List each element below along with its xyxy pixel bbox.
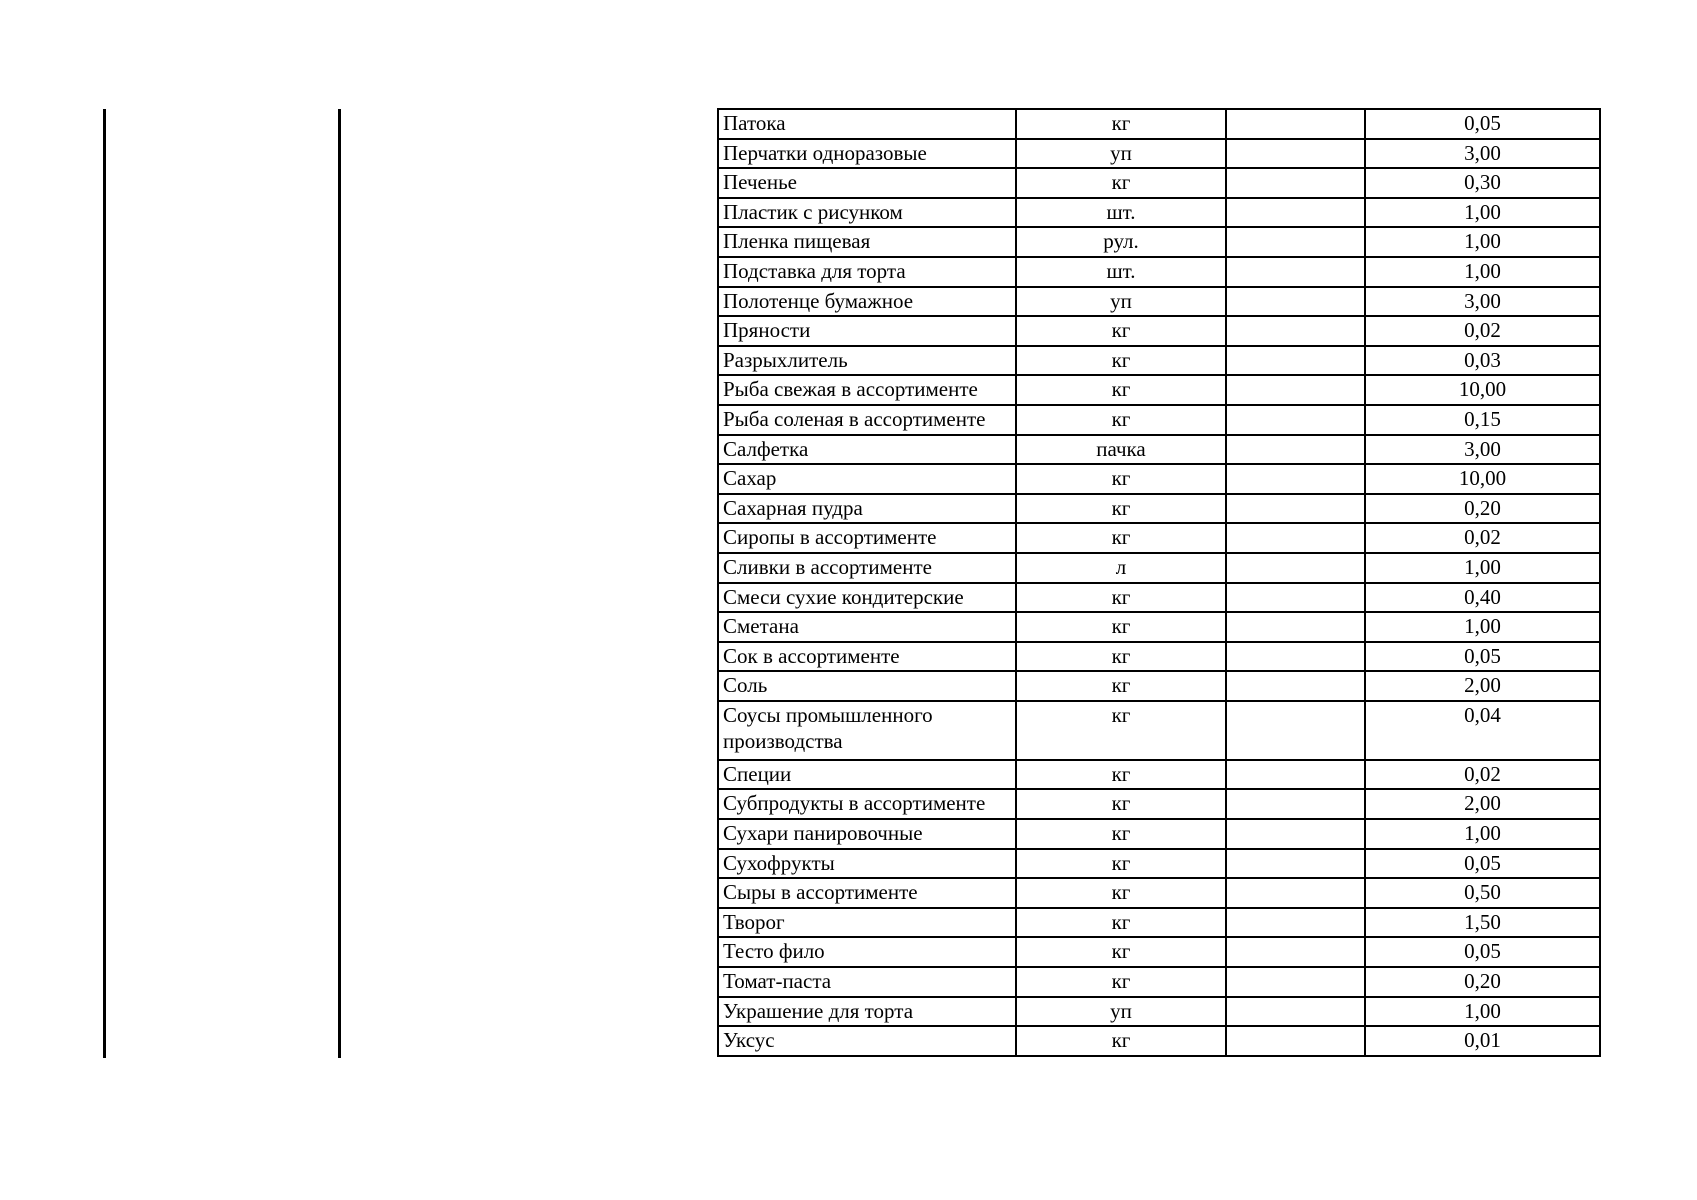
item-extra-cell <box>1226 789 1365 819</box>
item-unit-cell: кг <box>1016 878 1226 908</box>
table-row <box>718 997 1600 1027</box>
table-row <box>718 287 1600 317</box>
item-unit-cell: кг <box>1016 967 1226 997</box>
table-row <box>718 937 1600 967</box>
item-unit-cell: кг <box>1016 405 1226 435</box>
item-extra-cell <box>1226 464 1365 494</box>
item-extra-cell <box>1226 583 1365 613</box>
item-name-cell: Рыба соленая в ассортименте <box>718 405 1016 435</box>
item-name-cell: Субпродукты в ассортименте <box>718 789 1016 819</box>
item-quantity-cell: 1,50 <box>1365 908 1600 938</box>
item-name-cell: Сыры в ассортименте <box>718 878 1016 908</box>
item-quantity-cell: 10,00 <box>1365 375 1600 405</box>
item-quantity-cell: 0,02 <box>1365 316 1600 346</box>
table-row <box>718 346 1600 376</box>
item-unit-cell: кг <box>1016 642 1226 672</box>
item-extra-cell <box>1226 139 1365 169</box>
item-unit-cell: кг <box>1016 849 1226 879</box>
table-row <box>718 789 1600 819</box>
item-extra-cell <box>1226 878 1365 908</box>
item-extra-cell <box>1226 523 1365 553</box>
item-name-cell: Полотенце бумажное <box>718 287 1016 317</box>
table-row <box>718 583 1600 613</box>
item-name-cell: Перчатки одноразовые <box>718 139 1016 169</box>
item-extra-cell <box>1226 405 1365 435</box>
table-row <box>718 168 1600 198</box>
table-row <box>718 523 1600 553</box>
item-extra-cell <box>1226 967 1365 997</box>
item-unit-cell: кг <box>1016 819 1226 849</box>
item-extra-cell <box>1226 257 1365 287</box>
item-quantity-cell: 1,00 <box>1365 257 1600 287</box>
item-quantity-cell: 1,00 <box>1365 997 1600 1027</box>
item-extra-cell <box>1226 671 1365 701</box>
item-extra-cell <box>1226 168 1365 198</box>
table-row <box>718 878 1600 908</box>
item-name-cell: Подставка для торта <box>718 257 1016 287</box>
item-unit-cell: пачка <box>1016 435 1226 465</box>
table-row <box>718 405 1600 435</box>
item-extra-cell <box>1226 642 1365 672</box>
item-quantity-cell: 0,05 <box>1365 849 1600 879</box>
item-quantity-cell: 0,20 <box>1365 967 1600 997</box>
item-quantity-cell: 2,00 <box>1365 671 1600 701</box>
left-margin-line <box>103 109 106 1058</box>
table-row <box>718 760 1600 790</box>
item-unit-cell: кг <box>1016 760 1226 790</box>
item-quantity-cell: 0,05 <box>1365 937 1600 967</box>
item-quantity-cell: 0,20 <box>1365 494 1600 524</box>
item-name-cell: Сухари панировочные <box>718 819 1016 849</box>
item-extra-cell <box>1226 346 1365 376</box>
item-name-cell: Сок в ассортименте <box>718 642 1016 672</box>
item-quantity-cell: 2,00 <box>1365 789 1600 819</box>
item-extra-cell <box>1226 375 1365 405</box>
item-quantity-cell: 0,03 <box>1365 346 1600 376</box>
item-extra-cell <box>1226 227 1365 257</box>
table-row <box>718 198 1600 228</box>
item-quantity-cell: 1,00 <box>1365 819 1600 849</box>
item-unit-cell: кг <box>1016 789 1226 819</box>
item-name-cell: Уксус <box>718 1026 1016 1056</box>
item-name-cell: Томат-паста <box>718 967 1016 997</box>
item-quantity-cell: 1,00 <box>1365 227 1600 257</box>
item-unit-cell: кг <box>1016 523 1226 553</box>
table-row <box>718 612 1600 642</box>
item-name-cell: Украшение для торта <box>718 997 1016 1027</box>
item-name-cell: Сахар <box>718 464 1016 494</box>
table-row <box>718 494 1600 524</box>
item-extra-cell <box>1226 908 1365 938</box>
item-extra-cell <box>1226 494 1365 524</box>
item-quantity-cell: 0,05 <box>1365 109 1600 139</box>
item-name-cell: Пластик с рисунком <box>718 198 1016 228</box>
items-table-body <box>718 109 1600 1056</box>
table-row <box>718 1026 1600 1056</box>
item-extra-cell <box>1226 997 1365 1027</box>
item-extra-cell <box>1226 701 1365 760</box>
item-unit-cell: рул. <box>1016 227 1226 257</box>
item-quantity-cell: 0,05 <box>1365 642 1600 672</box>
table-row <box>718 375 1600 405</box>
item-quantity-cell: 0,02 <box>1365 760 1600 790</box>
item-unit-cell: уп <box>1016 287 1226 317</box>
table-row <box>718 908 1600 938</box>
item-extra-cell <box>1226 849 1365 879</box>
item-extra-cell <box>1226 198 1365 228</box>
item-unit-cell: кг <box>1016 671 1226 701</box>
item-unit-cell: кг <box>1016 316 1226 346</box>
item-quantity-cell: 0,40 <box>1365 583 1600 613</box>
item-unit-cell: кг <box>1016 1026 1226 1056</box>
table-row <box>718 819 1600 849</box>
table-row <box>718 257 1600 287</box>
item-quantity-cell: 0,01 <box>1365 1026 1600 1056</box>
item-unit-cell: кг <box>1016 109 1226 139</box>
item-quantity-cell: 1,00 <box>1365 553 1600 583</box>
table-row <box>718 109 1600 139</box>
item-quantity-cell: 0,02 <box>1365 523 1600 553</box>
item-unit-cell: шт. <box>1016 257 1226 287</box>
item-unit-cell: кг <box>1016 375 1226 405</box>
table-row <box>718 139 1600 169</box>
item-name-cell: Печенье <box>718 168 1016 198</box>
item-unit-cell: кг <box>1016 494 1226 524</box>
item-quantity-cell: 1,00 <box>1365 198 1600 228</box>
item-name-cell: Пленка пищевая <box>718 227 1016 257</box>
item-quantity-cell: 3,00 <box>1365 139 1600 169</box>
item-quantity-cell: 0,30 <box>1365 168 1600 198</box>
item-name-cell: Сахарная пудра <box>718 494 1016 524</box>
item-quantity-cell: 1,00 <box>1365 612 1600 642</box>
table-row <box>718 227 1600 257</box>
item-name-cell: Патока <box>718 109 1016 139</box>
item-extra-cell <box>1226 287 1365 317</box>
item-unit-cell: л <box>1016 553 1226 583</box>
item-quantity-cell: 3,00 <box>1365 287 1600 317</box>
item-unit-cell: кг <box>1016 346 1226 376</box>
item-extra-cell <box>1226 1026 1365 1056</box>
item-quantity-cell: 0,15 <box>1365 405 1600 435</box>
table-row <box>718 435 1600 465</box>
table-row <box>718 671 1600 701</box>
item-extra-cell <box>1226 612 1365 642</box>
item-name-cell: Салфетка <box>718 435 1016 465</box>
item-name-cell: Сливки в ассортименте <box>718 553 1016 583</box>
item-name-cell: Соусы промышленного производства <box>718 701 1016 760</box>
table-row <box>718 464 1600 494</box>
item-quantity-cell: 3,00 <box>1365 435 1600 465</box>
table-row <box>718 849 1600 879</box>
item-unit-cell: кг <box>1016 464 1226 494</box>
items-table <box>717 108 1601 1057</box>
item-extra-cell <box>1226 109 1365 139</box>
table-row <box>718 967 1600 997</box>
item-name-cell: Творог <box>718 908 1016 938</box>
table-row <box>718 701 1600 760</box>
item-quantity-cell: 10,00 <box>1365 464 1600 494</box>
item-name-cell: Сухофрукты <box>718 849 1016 879</box>
item-extra-cell <box>1226 760 1365 790</box>
item-unit-cell: кг <box>1016 583 1226 613</box>
item-extra-cell <box>1226 819 1365 849</box>
item-name-cell: Тесто фило <box>718 937 1016 967</box>
item-unit-cell: кг <box>1016 937 1226 967</box>
item-name-cell: Рыба свежая в ассортименте <box>718 375 1016 405</box>
item-name-cell: Разрыхлитель <box>718 346 1016 376</box>
item-unit-cell: кг <box>1016 168 1226 198</box>
item-name-cell: Сиропы в ассортименте <box>718 523 1016 553</box>
item-extra-cell <box>1226 435 1365 465</box>
item-quantity-cell: 0,50 <box>1365 878 1600 908</box>
item-name-cell: Смеси сухие кондитерские <box>718 583 1016 613</box>
item-name-cell: Соль <box>718 671 1016 701</box>
item-unit-cell: уп <box>1016 139 1226 169</box>
item-unit-cell: шт. <box>1016 198 1226 228</box>
table-row <box>718 316 1600 346</box>
item-unit-cell: кг <box>1016 612 1226 642</box>
item-name-cell: Сметана <box>718 612 1016 642</box>
item-extra-cell <box>1226 316 1365 346</box>
table-row <box>718 642 1600 672</box>
item-name-cell: Пряности <box>718 316 1016 346</box>
left-column-line <box>338 109 341 1058</box>
item-unit-cell: кг <box>1016 908 1226 938</box>
table-row <box>718 553 1600 583</box>
item-unit-cell: уп <box>1016 997 1226 1027</box>
item-quantity-cell: 0,04 <box>1365 701 1600 760</box>
item-unit-cell: кг <box>1016 701 1226 760</box>
item-extra-cell <box>1226 553 1365 583</box>
item-extra-cell <box>1226 937 1365 967</box>
item-name-cell: Специи <box>718 760 1016 790</box>
